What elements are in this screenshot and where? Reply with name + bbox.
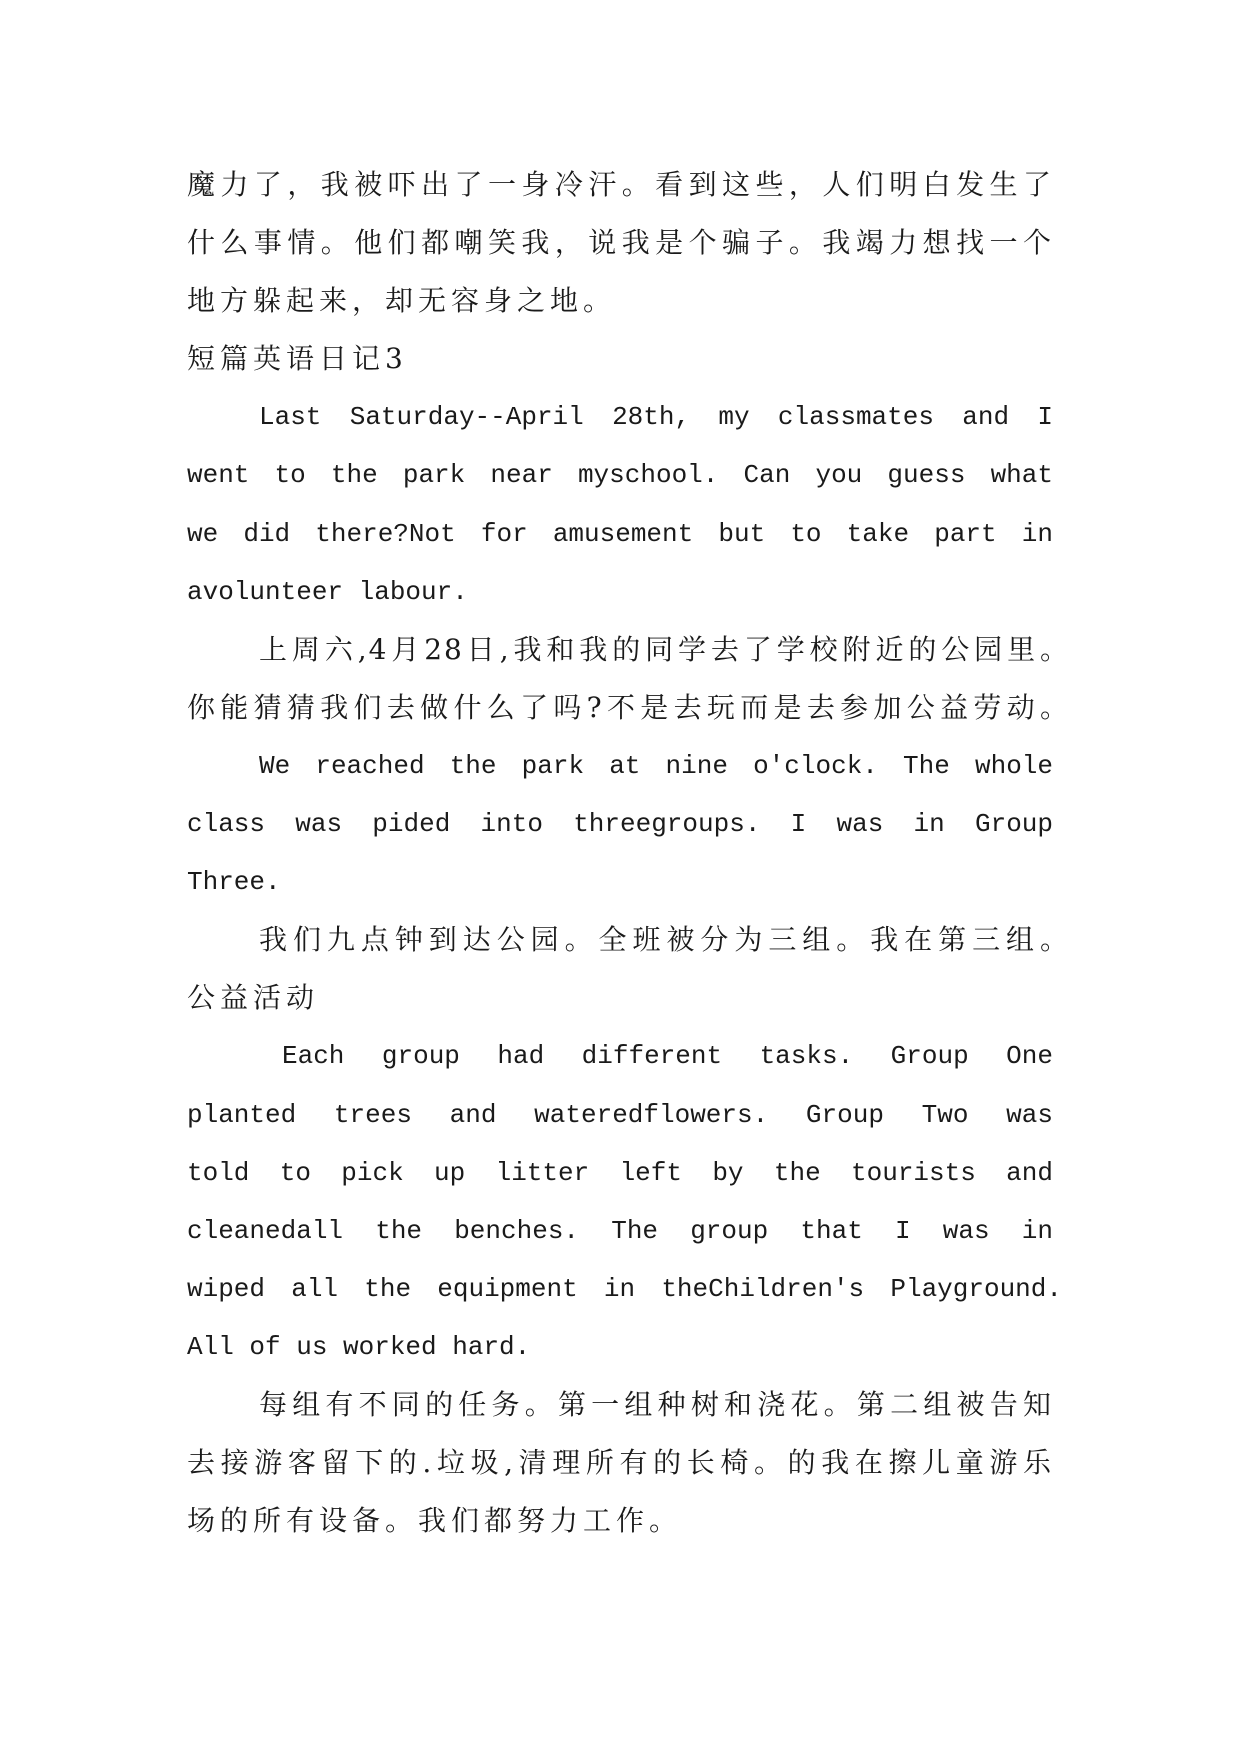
text-line: class was pided into threegroups. I was in Group bbox=[187, 809, 1053, 840]
paragraph-english-3 bbox=[187, 1027, 1062, 1376]
text-line: went to the park near myschool. Can you guess what bbox=[187, 460, 1053, 491]
paragraph-continued-story bbox=[187, 156, 1053, 330]
text-line: cleanedall the benches. The group that I was in bbox=[187, 1215, 1053, 1246]
text-line: 我们九点钟到达公园。全班被分为三组。我在第三组。 bbox=[259, 923, 1070, 957]
text-line: 魔力了，我被吓出了一身冷汗。看到这些，人们明白发生了 bbox=[187, 168, 1053, 201]
text-line: told to pick up litter left by the tourists and bbox=[187, 1157, 1053, 1188]
paragraph-chinese-1 bbox=[187, 621, 1070, 737]
paragraph-english-2 bbox=[187, 737, 1053, 911]
text-line: 上周六,4月28日,我和我的同学去了学校附近的公园里。 bbox=[259, 632, 1070, 666]
text-line: avolunteer labour. bbox=[187, 576, 468, 607]
text-line: Each group had different tasks. Group One bbox=[282, 1041, 1053, 1072]
text-line: wiped all the equipment in theChildren's Playground. bbox=[187, 1273, 1062, 1304]
text-line: 去接游客留下的.垃圾,清理所有的长椅。的我在擦儿童游乐 bbox=[187, 1446, 1053, 1480]
text-line: Last Saturday--April 28th, my classmates and I bbox=[259, 402, 1053, 433]
text-line: we did there?Not for amusement but to take part in bbox=[187, 518, 1053, 549]
section-heading: 短篇英语日记3 bbox=[187, 342, 408, 376]
text-line: 每组有不同的任务。第一组种树和浇花。第二组被告知 bbox=[259, 1387, 1053, 1421]
paragraph-chinese-2 bbox=[187, 911, 1070, 1027]
text-line: planted trees and wateredflowers. Group Two was bbox=[187, 1099, 1053, 1130]
text-line: 公益活动 bbox=[187, 981, 320, 1015]
text-line: Three. bbox=[187, 867, 281, 898]
text-line: All of us worked hard. bbox=[187, 1331, 531, 1362]
paragraph-chinese-3 bbox=[187, 1376, 1053, 1550]
text-line: 什么事情。他们都嘲笑我，说我是个骗子。我竭力想找一个 bbox=[187, 226, 1053, 260]
paragraph-english-1 bbox=[187, 388, 1053, 620]
text-line: We reached the park at nine o'clock. The whole bbox=[259, 750, 1053, 781]
text-line: 你能猜猜我们去做什么了吗?不是去玩而是去参加公益劳动。 bbox=[187, 690, 1070, 724]
document-body bbox=[187, 156, 1070, 1550]
text-line: 场的所有设备。我们都努力工作。 bbox=[187, 1504, 683, 1538]
text-line: 地方躲起来，却无容身之地。 bbox=[187, 284, 617, 318]
